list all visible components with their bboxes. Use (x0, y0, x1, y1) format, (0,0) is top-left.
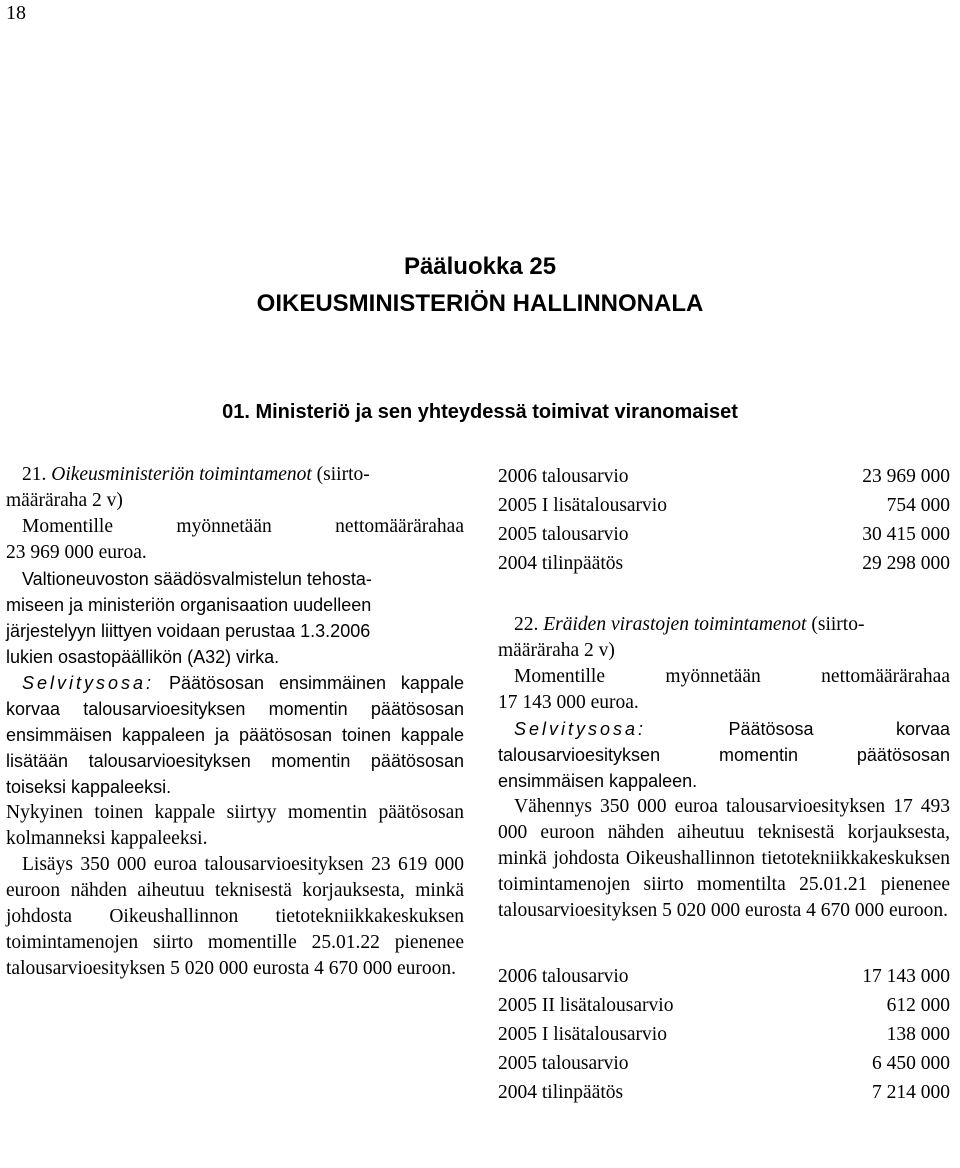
row-label: 2005 II lisätalousarvio (498, 995, 674, 1016)
row-label: 2005 talousarvio (498, 524, 629, 545)
page-title (0, 248, 960, 322)
explanation-text: Päätösosan ensimmäinen kappale korvaa talousarvioesityksen momentin päätösosan ensimmäisen kappaleen ja päätösosan toinen kappale lisätään talousarvioesityksen momentin päätösosan toiseksi kappaleeksi. (6, 673, 464, 797)
row-value: 23 969 000 (862, 466, 950, 487)
row-value: 7 214 000 (872, 1082, 950, 1103)
provision-line: Valtioneuvoston säädösvalmistelun tehosta- (22, 569, 372, 589)
row-value: 754 000 (886, 495, 950, 516)
item-number: 22. (514, 614, 539, 635)
table-row (498, 549, 950, 578)
row-value: 17 143 000 (862, 966, 950, 987)
item-suffix-cont: määräraha 2 v) (6, 490, 123, 511)
table-row (498, 962, 950, 991)
item-suffix: (siirto- (811, 614, 865, 635)
row-label: 2006 talousarvio (498, 466, 629, 487)
provision-text (6, 566, 464, 670)
item-name: Eräiden virastojen toimintamenot (543, 614, 807, 635)
item-suffix-cont: määräraha 2 v) (498, 640, 615, 661)
row-label: 2004 tilinpäätös (498, 553, 624, 574)
item-21-heading (6, 462, 464, 488)
grant-amount: 17 143 000 euroa. (498, 692, 639, 713)
item-22-heading (498, 612, 950, 638)
provision-line: järjestelyyn liittyen voidaan perustaa 1.3.2006 (6, 621, 371, 641)
provision-line: lukien osastopäällikön (A32) virka. (6, 647, 280, 667)
reduction-paragraph: Vähennys 350 000 euroa talousarvioesityksen 17 493 000 euroon nähden aiheutuu teknisestä korjauksesta, minkä johdosta Oikeushallinnon tietotekniikkakeskuksen toimintamenojen siirto momentilta 25.01.21 pienenee talousarvioesityksen 5 020 000 eurosta 4 670 000 euroon. (498, 796, 950, 921)
provision-line: miseen ja ministeriön organisaation uudelleen (6, 595, 372, 615)
explanation-paragraph (6, 670, 464, 800)
section-heading: 01. Ministeriö ja sen yhteydessä toimivat viranomaiset (222, 401, 738, 423)
title-line-2: OIKEUSMINISTERIÖN HALLINNONALA (256, 290, 704, 317)
explanation-label: Selvitysosa: (514, 719, 647, 739)
table-row (498, 462, 950, 491)
row-value: 6 450 000 (872, 1053, 950, 1074)
table-row (498, 1049, 950, 1078)
title-line-1: Pääluokka 25 (403, 253, 557, 280)
row-label: 2004 tilinpäätös (498, 1082, 624, 1103)
explanation-label: Selvitysosa: (22, 673, 155, 693)
page-number: 18 (6, 2, 26, 24)
grant-line: Momentille myönnetään nettomäärärahaa (514, 666, 950, 687)
row-value: 138 000 (886, 1024, 950, 1045)
table-row (498, 520, 950, 549)
row-label: 2005 I lisätalousarvio (498, 495, 667, 516)
addition-paragraph: Lisäys 350 000 euroa talousarvioesityksen 23 619 000 euroon nähden aiheutuu teknisestä korjauksesta, minkä johdosta Oikeushallinnon tietotekniikkakeskuksen toimintamenojen siirto momentille 25.01.22 pienenee talousarvioesityksen 5 020 000 eurosta 4 670 000 euroon. (6, 854, 464, 979)
table-row (498, 1020, 950, 1049)
explanation-paragraph (498, 716, 950, 794)
table-row (498, 991, 950, 1020)
grant-line: Momentille myönnetään nettomäärärahaa (22, 516, 464, 537)
budget-table-22 (498, 962, 950, 1107)
row-label: 2006 talousarvio (498, 966, 629, 987)
row-label: 2005 talousarvio (498, 1053, 629, 1074)
grant-amount: 23 969 000 euroa. (6, 542, 147, 563)
table-row (498, 1078, 950, 1107)
row-value: 612 000 (886, 995, 950, 1016)
right-column (498, 462, 950, 1107)
row-label: 2005 I lisätalousarvio (498, 1024, 667, 1045)
item-number: 21. (22, 464, 47, 485)
item-name: Oikeusministeriön toimintamenot (51, 464, 312, 485)
row-value: 29 298 000 (862, 553, 950, 574)
item-suffix: (siirto- (316, 464, 370, 485)
row-value: 30 415 000 (862, 524, 950, 545)
budget-table-21 (498, 462, 950, 578)
left-column (6, 462, 464, 982)
explanation-paragraph-2: Nykyinen toinen kappale siirtyy momentin päätösosan kolmanneksi kappaleeksi. (6, 802, 464, 849)
table-row (498, 491, 950, 520)
explanation-text: Päätösosa korvaa talousarvioesityksen momentin päätösosan ensimmäisen kappaleen. (498, 719, 950, 791)
